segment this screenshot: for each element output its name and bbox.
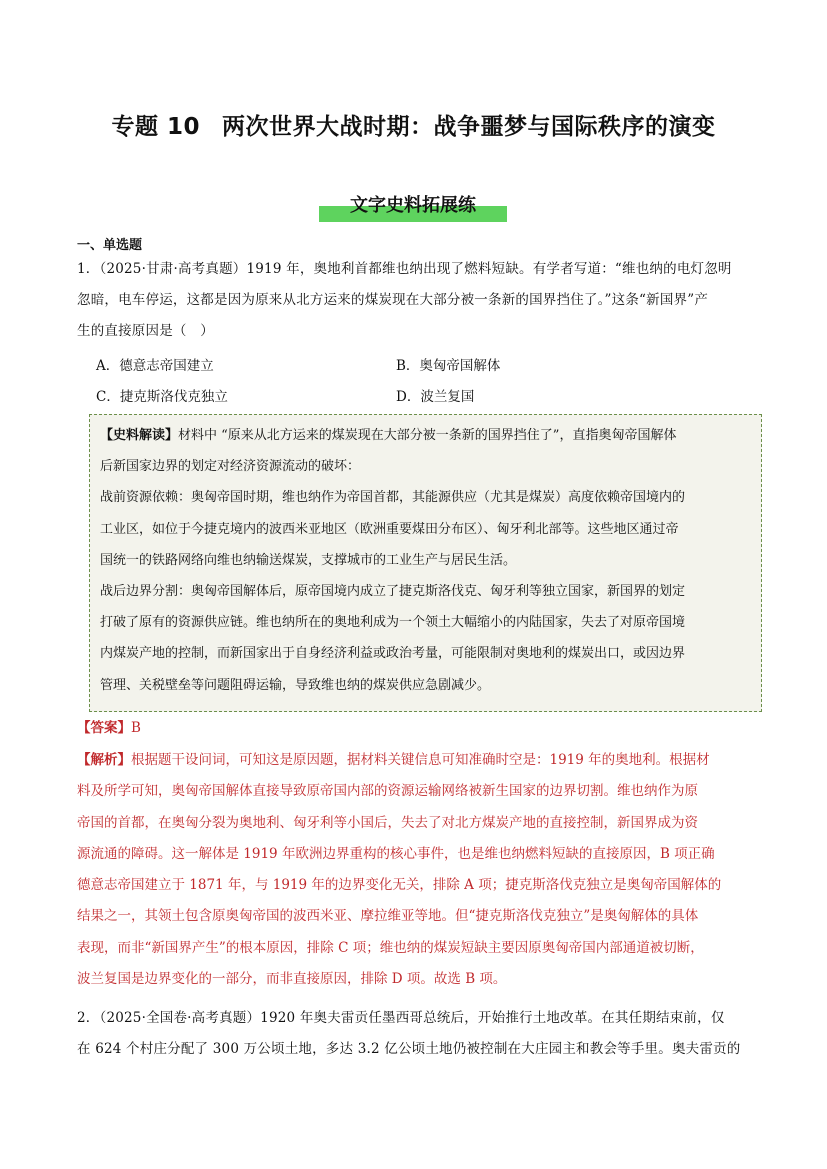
analysis-line: 【史料解读】材料中 “原来从北方运来的煤炭现在大部分被一条新的国界挡住了”，直指奥匈帝国解体 [100,428,677,443]
q1-option-d[interactable]: D．波兰复国 [396,389,475,405]
title-prefix: 专题 10 [111,114,200,140]
answer-label: 【答案】 [77,720,131,736]
title-text: 两次世界大战时期：战争噩梦与国际秩序的演变 [222,114,716,140]
explanation-line: 结果之一，其领土包含原奥匈帝国的波西米亚、摩拉维亚等地。但“捷克斯洛伐克独立”是奥匈解体的具体 [77,908,699,925]
banner-text: 文字史料拓展练 [350,195,476,216]
analysis-line: 战后边界分割：奥匈帝国解体后，原帝国境内成立了捷克斯洛伐克、匈牙利等独立国家，新国界的划定 [100,583,686,599]
explanation-line: 表现，而非“新国界产生”的根本原因，排除 C 项；维也纳的煤炭短缺主要因原奥匈帝国内部通道被切断， [77,939,704,956]
analysis-line: 战前资源依赖：奥匈帝国时期，维也纳作为帝国首都，其能源供应（尤其是煤炭）高度依赖帝国境内的 [100,490,686,506]
explanation-line: 德意志帝国建立于 1871 年，与 1919 年的边界变化无关，排除 A 项；捷克斯洛伐克独立是奥匈帝国解体的 [77,877,722,894]
explanation-line: 波兰复国是边界变化的一部分，而非直接原因，排除 D 项。故选 B 项。 [77,971,507,988]
question-1-stem [77,254,755,347]
analysis-line: 工业区，如位于今捷克境内的波西米亚地区（欧洲重要煤田分布区）、匈牙利北部等。这些地区通过帝 [100,521,679,537]
source-analysis-box [89,414,762,712]
analysis-line: 内煤炭产地的控制，而新国家出于自身经济利益或政治考量，可能限制对奥地利的煤炭出口，或因边界 [100,646,686,662]
question-2-stem [77,1003,755,1065]
explanation-line: 【解析】根据题干设问词，可知这是原因题，据材料关键信息可知准确时空是：1919 年的奥地利。根据材 [77,752,710,768]
analysis-line: 打破了原有的资源供应链。维也纳所在的奥地利成为一个领土大幅缩小的内陆国家，失去了对原帝国境 [100,615,686,631]
answer-value: B [131,720,141,736]
explanation-line: 源流通的障碍。这一解体是 1919 年欧洲边界重构的核心事件，也是维也纳燃料短缺的直接原因，B 项正确 [77,845,715,862]
q1-option-a[interactable]: A．德意志帝国建立 [96,358,214,374]
q2-line: 2．（2025·全国卷·高考真题）1920 年奥夫雷贡任墨西哥总统后，开始推行土地改革。在其任期结束前，仅 [77,1010,725,1026]
section-banner [319,193,507,226]
q1-line: 1．（2025·甘肃·高考真题）1919 年，奥地利首都维也纳出现了燃料短缺。有学者写道：“维也纳的电灯忽明 [77,261,732,277]
explanation-line: 帝国的首都，在奥匈分裂为奥地利、匈牙利等小国后，失去了对北方煤炭产地的直接控制，新国界成为资 [77,814,698,831]
section-heading: 一、单选题 [77,238,143,253]
answer [77,714,141,742]
page-title [0,108,827,141]
analysis-line: 国统一的铁路网络向维也纳输送煤炭，支撑城市的工业生产与居民生活。 [100,552,517,568]
q1-option-c[interactable]: C．捷克斯洛伐克独立 [96,389,228,405]
analysis-label: 【史料解读】 [100,428,179,443]
analysis-line: 管理、关税壁垒等问题阻碍运输，导致维也纳的煤炭供应急剧减少。 [100,677,491,693]
q1-line: 生的直接原因是（ ） [77,323,214,339]
explanation [77,745,755,995]
explanation-label: 【解析】 [77,752,131,768]
q1-option-b[interactable]: B．奥匈帝国解体 [396,358,501,374]
explanation-line: 料及所学可知，奥匈帝国解体直接导致原帝国内部的资源运输网络被新生国家的边界切割。维也纳作为原 [77,783,698,800]
q2-line: 在 624 个村庄分配了 300 万公顷土地，多达 3.2 亿公顷土地仍被控制在大庄园主和教会等手里。奥夫雷贡的 [77,1041,741,1057]
q1-line: 忽暗，电车停运，这都是因为原来从北方运来的煤炭现在大部分被一条新的国界挡住了。”这条“新国界”产 [77,292,709,308]
analysis-line: 后新国家边界的划定对经济资源流动的破坏： [100,459,361,475]
